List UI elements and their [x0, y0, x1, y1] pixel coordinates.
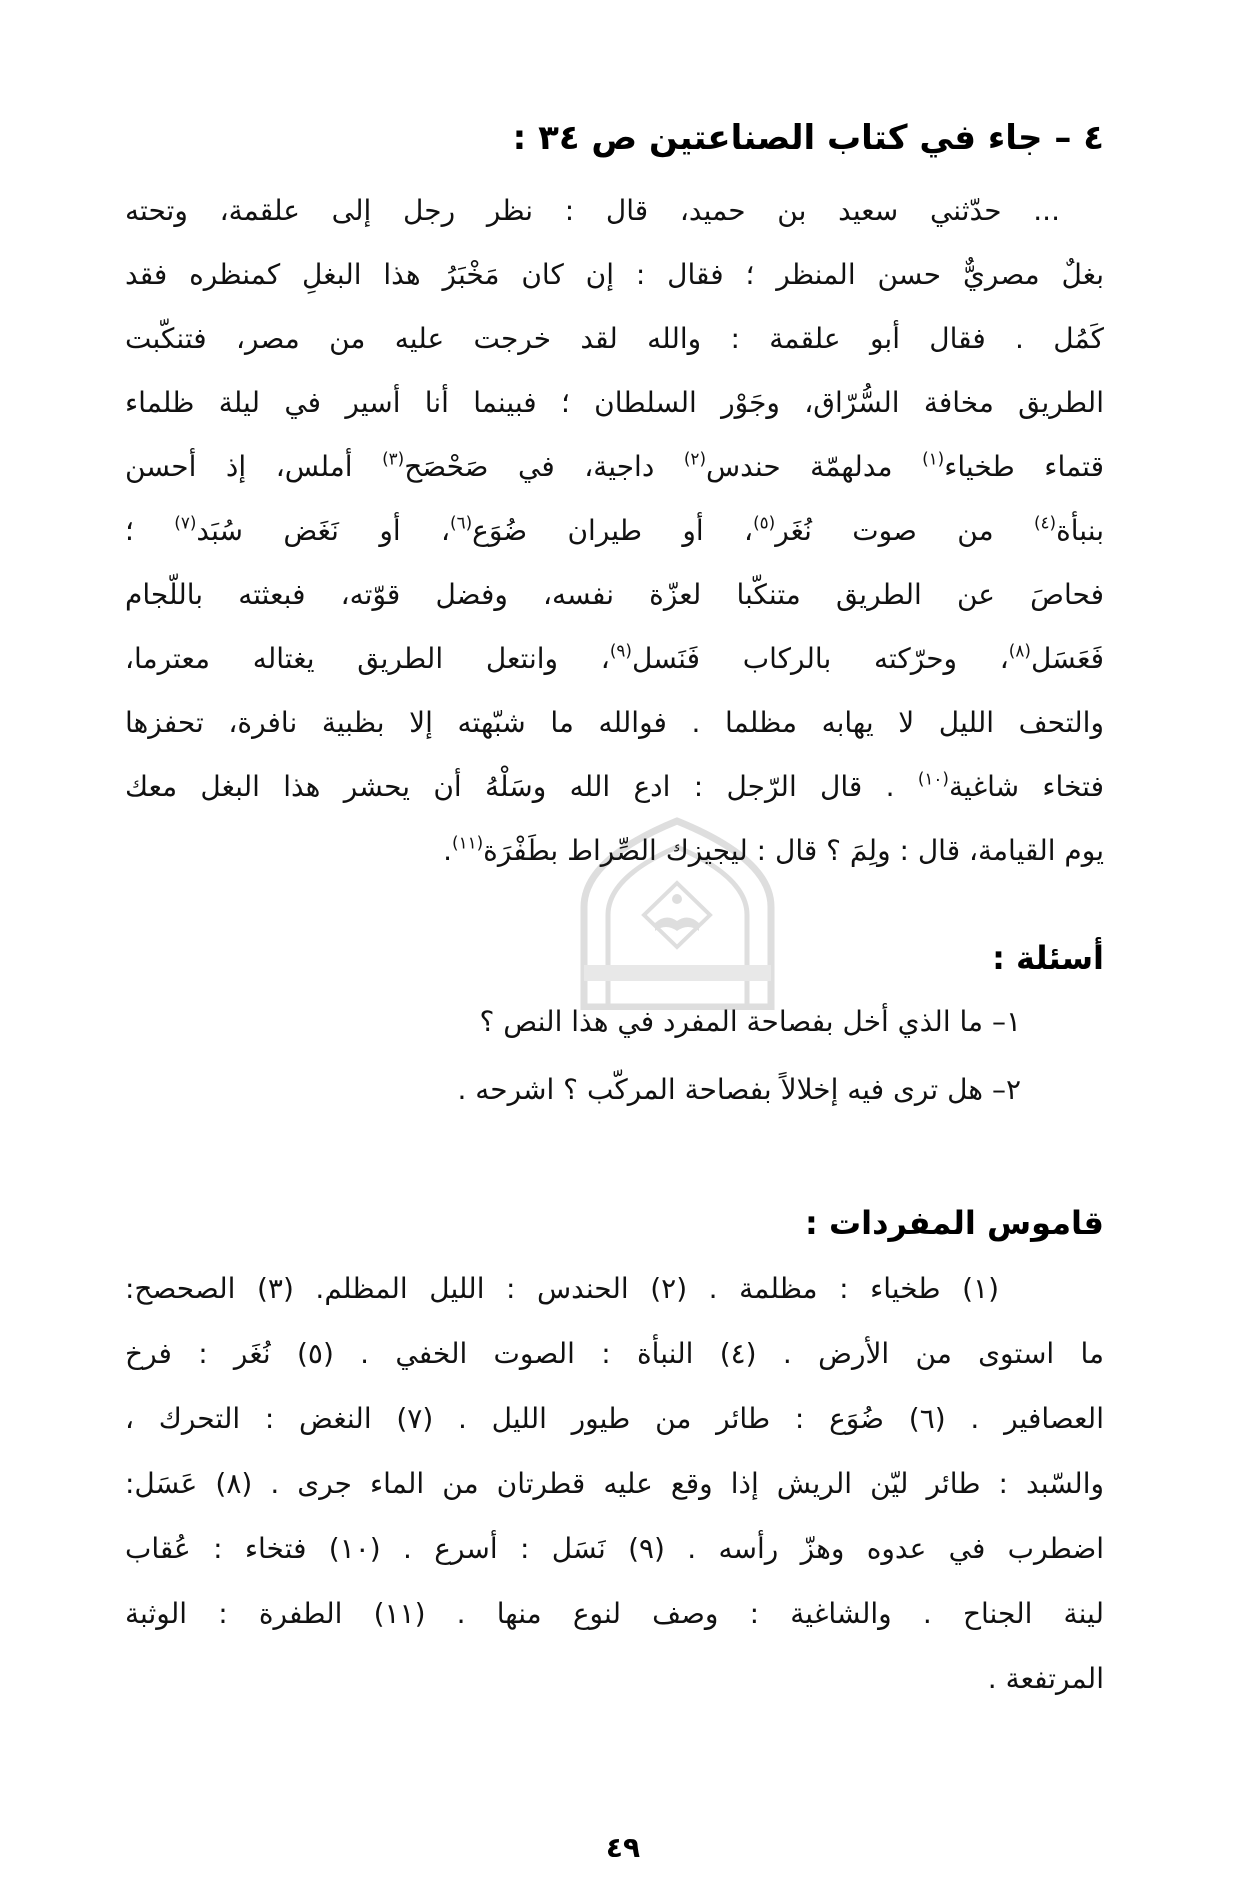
- questions-list: [201, 988, 1021, 1124]
- passage-line: والتحف الليل لا يهابه مظلما . فوالله ما شبّهته إلا بظبية نافرة، تحفزها: [125, 706, 1104, 739]
- watermark-dome-dot: [672, 894, 682, 904]
- exercise-heading: ٤ – جاء في كتاب الصناعتين ص ٣٤ :: [512, 118, 1104, 158]
- glossary-line: (١) طخياء : مظلمة . (٢) الحندس : الليل المظلم. (٣) الصحصح:: [125, 1272, 1000, 1305]
- question-item: ١– ما الذي أخل بفصاحة المفرد في هذا النص ؟: [479, 1005, 1021, 1038]
- passage-line: قتماء طخياء$^{(١)}$ مدلهمّة حندس$^{(٢)}$ داجية، في صَحْصَح$^{(٣)}$ أملس، إذ أحسن: [125, 448, 1104, 483]
- watermark-base-band: [584, 965, 771, 981]
- footnote-marker: (٩): [609, 640, 632, 661]
- glossary-line: لينة الجناح . والشاغية : وصف لنوع منها . (١١) الطفرة : الوثبة: [125, 1597, 1104, 1630]
- glossary-body: [125, 1256, 1104, 1711]
- passage-line: بنبأة$^{(٤)}$ من صوت نُغَر$^{(٥)}$، أو طيران ضُوَع$^{(٦)}$، أو نَغَض سُبَد$^{(٧)}$ ؛: [125, 512, 1104, 547]
- glossary-line: العصافير . (٦) ضُوَع : طائر من طيور الليل . (٧) النغض : التحرك ،: [125, 1402, 1104, 1435]
- passage-body: [125, 179, 1104, 883]
- footnote-marker: (١١): [452, 832, 484, 853]
- passage-line: فتخاء شاغية$^{(١٠)}$ . قال الرّجل : ادع الله وسَلْهُ أن يحشر هذا البغل معك: [125, 768, 1104, 803]
- passage-line: فَعَسَل$^{(٨)}$، وحرّكته بالركاب فَنَسل$^{(٩)}$، وانتعل الطريق يغتاله معترما،: [125, 640, 1104, 675]
- page-number: ٤٩: [605, 1831, 641, 1864]
- footnote-marker: (٨): [1008, 640, 1031, 661]
- glossary-line: والسّبد : طائر ليّن الريش إذا وقع عليه قطرتان من الماء جرى . (٨) عَسَل:: [125, 1467, 1104, 1500]
- footnote-marker: (٧): [174, 512, 197, 533]
- watermark-book-icon: [655, 917, 699, 931]
- passage-line: ... حدّثني سعيد بن حميد، قال : نظر رجل إلى علقمة، وتحته: [125, 194, 1060, 227]
- passage-line: يوم القيامة، قال : ولِمَ ؟ قال : ليجيزك الصِّراط بطَفْرَة$^{(١١)}$.: [443, 832, 1104, 867]
- footnote-marker: (٣): [382, 448, 405, 469]
- question-item: ٢– هل ترى فيه إخلالاً بفصاحة المركّب ؟ اشرحه .: [457, 1073, 1021, 1106]
- glossary-line: اضطرب في عدوه وهزّ رأسه . (٩) نَسَل : أسرع . (١٠) فتخاء : عُقاب: [125, 1532, 1104, 1565]
- footnote-marker: (١): [922, 448, 945, 469]
- watermark-diamond: [644, 883, 710, 947]
- footnote-marker: (١٠): [917, 768, 949, 789]
- footnote-marker: (٤): [1033, 512, 1057, 533]
- passage-line: فحاصَ عن الطريق متنكّبا لعزّة نفسه، وفضل قوّته، فبعثته باللّجام: [125, 578, 1104, 611]
- questions-heading: أسئلة :: [992, 939, 1104, 977]
- passage-line: كَمُل . فقال أبو علقمة : والله لقد خرجت عليه من مصر، فتنكّبت: [125, 322, 1104, 355]
- glossary-line: ما استوى من الأرض . (٤) النبأة : الصوت الخفي . (٥) نُغَر : فرخ: [125, 1337, 1104, 1370]
- footnote-marker: (٢): [683, 448, 706, 469]
- glossary-line: المرتفعة .: [987, 1662, 1104, 1695]
- footnote-marker: (٥): [753, 512, 776, 533]
- footnote-marker: (٦): [450, 512, 473, 533]
- passage-line: بغلٌ مصريٌّ حسن المنظر ؛ فقال : إن كان مَخْبَرُ هذا البغلِ كمنظره فقد: [125, 258, 1104, 291]
- glossary-heading: قاموس المفردات :: [805, 1204, 1104, 1242]
- passage-line: الطريق مخافة السُّرّاق، وجَوْر السلطان ؛ فبينما أنا أسير في ليلة ظلماء: [125, 386, 1104, 419]
